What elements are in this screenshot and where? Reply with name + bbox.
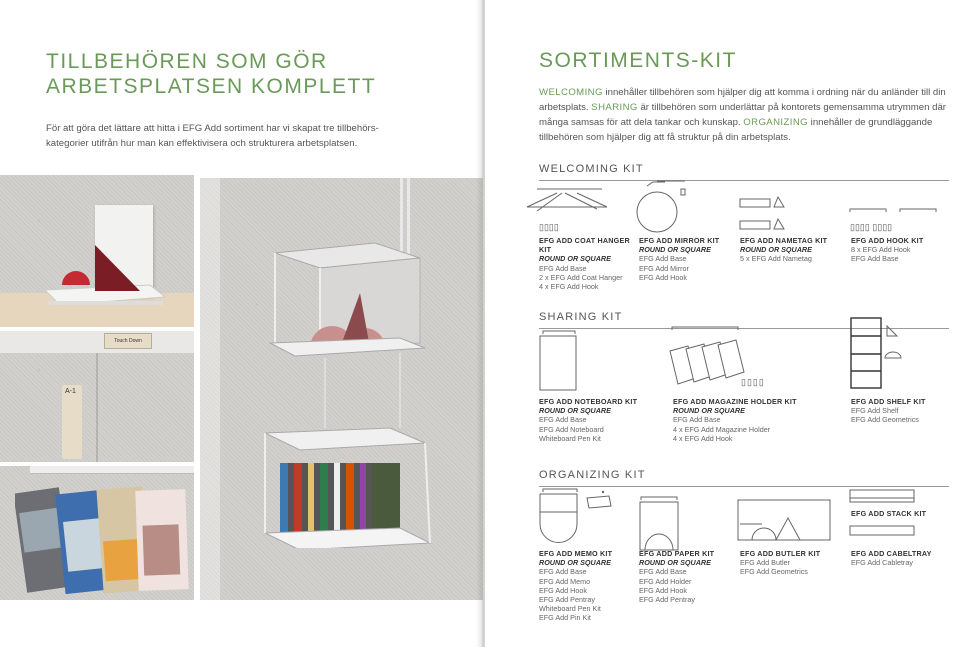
kit-item: Whiteboard Pen Kit — [539, 604, 601, 614]
kit-item: EFG Add Base — [673, 415, 721, 425]
paper-icon — [637, 496, 683, 552]
section-label-sharing: SHARING KIT — [539, 311, 623, 323]
svg-text:▯▯▯▯ ▯▯▯▯: ▯▯▯▯ ▯▯▯▯ — [850, 222, 893, 232]
kit-item: 8 x EFG Add Hook — [851, 245, 911, 255]
kit-nametag — [740, 236, 844, 264]
left-page-title — [46, 49, 446, 99]
shelf-icon — [847, 316, 907, 392]
kit-noteboard — [539, 397, 659, 443]
kit-item: EFG Add Pin Kit — [539, 613, 591, 623]
kit-item: EFG Add Base — [639, 567, 687, 577]
kit-item: EFG Add Base — [539, 567, 587, 577]
kit-item: 4 x EFG Add Hook — [673, 433, 733, 443]
kit-item: Whiteboard Pen Kit — [539, 433, 601, 443]
kit-cabletray — [851, 549, 955, 567]
kit-item: EFG Add Base — [851, 254, 899, 264]
kit-name: EFG ADD NAMETAG KIT — [740, 236, 828, 245]
kit-variant: ROUND OR SQUARE — [740, 245, 812, 255]
intro-sharing-text: är tillbehören som underlättar på kontorets gemensamma utrymmen där många samsas för att dela tankar och kunskap. — [539, 102, 946, 128]
intro-welcoming-text: innehåller tillbehören som hjälper dig att komma i ordning när du anländer till din arbetsplats. — [539, 87, 946, 113]
section-label-organizing: ORGANIZING KIT — [539, 469, 646, 481]
kit-item: EFG Add Geometrics — [851, 415, 919, 425]
kit-butler — [740, 549, 844, 577]
stack-icon — [848, 524, 918, 538]
kit-coat-hanger — [539, 236, 635, 291]
kit-item: EFG Add Holder — [639, 576, 692, 586]
panel-tag: A-1 — [62, 385, 82, 459]
cabletray-icon — [848, 488, 918, 508]
kit-item: EFG Add Butler — [740, 558, 790, 568]
kit-variant: ROUND OR SQUARE — [539, 254, 611, 264]
magazine-holder-icon — [668, 326, 748, 388]
mirror-icon — [635, 180, 695, 240]
photo-desk-screen — [0, 175, 194, 327]
coat-hanger-icon — [517, 185, 617, 233]
kit-item: EFG Add Pentray — [639, 595, 695, 605]
kit-paper — [639, 549, 735, 604]
kit-name: EFG ADD BUTLER KIT — [740, 549, 821, 558]
memo-icon — [537, 488, 617, 544]
kit-name: EFG ADD MIRROR KIT — [639, 236, 720, 245]
butler-icon — [736, 498, 832, 544]
section-rule-organizing — [539, 486, 949, 487]
noteboard-icon — [537, 330, 583, 392]
left-intro-text: För att göra det lättare att hitta i EFG Add sortiment har vi skapat tre tillbehörs-kategorier utifrån hur man kan effektivisera och strukturera arbetsplatsen. — [46, 123, 379, 149]
kw-sharing: SHARING — [591, 102, 638, 113]
right-intro-text — [539, 85, 949, 145]
kit-name: EFG ADD COAT HANGER KIT — [539, 236, 630, 255]
hooks-icon: ▯▯▯▯ — [741, 377, 765, 387]
kit-shelf — [851, 397, 955, 425]
kit-item: 4 x EFG Add Hook — [539, 282, 599, 292]
kw-organizing: ORGANIZING — [743, 117, 809, 128]
kit-memo — [539, 549, 637, 623]
wall-strip — [0, 331, 194, 353]
kit-magazine-holder — [673, 397, 813, 443]
svg-text:▯▯▯▯: ▯▯▯▯ — [539, 222, 559, 232]
kit-name: EFG ADD MAGAZINE HOLDER KIT — [673, 397, 797, 406]
kit-hook — [851, 236, 955, 264]
kit-item: EFG Add Hook — [539, 585, 587, 595]
title-line-1: TILLBEHÖREN SOM GÖR — [46, 50, 328, 73]
kit-item: EFG Add Geometrics — [740, 567, 808, 577]
kit-item: EFG Add Hook — [639, 272, 687, 282]
title-line-2: ARBETSPLATSEN KOMPLETT — [46, 75, 377, 98]
section-label-welcoming: WELCOMING KIT — [539, 163, 644, 175]
kit-name: EFG ADD CABELTRAY — [851, 549, 932, 558]
kit-item: 2 x EFG Add Coat Hanger — [539, 272, 623, 282]
intro-organizing-text: innehåller de grundläggande tillbehören som hjälper dig att få struktur på din arbetsplats. — [539, 117, 933, 143]
kit-name: EFG ADD PAPER KIT — [639, 549, 715, 558]
kit-item: 4 x EFG Add Magazine Holder — [673, 424, 771, 434]
kit-name: EFG ADD MEMO KIT — [539, 549, 613, 558]
photo-magazines — [0, 466, 194, 600]
kit-name: EFG ADD SHELF KIT — [851, 397, 926, 406]
kit-mirror — [639, 236, 735, 282]
kit-item: 5 x EFG Add Nametag — [740, 254, 812, 264]
kit-name: EFG ADD STACK KIT — [851, 509, 927, 518]
right-page-title: SORTIMENTS-KIT — [539, 49, 737, 72]
kit-item: EFG Add Noteboard — [539, 424, 604, 434]
kit-item: EFG Add Mirror — [639, 263, 689, 273]
kit-name: EFG ADD NOTEBOARD KIT — [539, 397, 638, 406]
kit-variant: ROUND OR SQUARE — [539, 406, 611, 416]
photo-shelf-unit — [200, 178, 483, 600]
photo-panel-corner — [0, 331, 194, 462]
section-rule-welcoming — [539, 180, 949, 181]
shelf-graphic — [250, 238, 440, 548]
kit-variant: ROUND OR SQUARE — [639, 558, 711, 568]
right-page — [485, 0, 959, 647]
kit-item: EFG Add Base — [639, 254, 687, 264]
kit-item: EFG Add Base — [539, 415, 587, 425]
desk-organizer-graphic — [40, 235, 170, 315]
kit-variant: ROUND OR SQUARE — [639, 245, 711, 255]
kit-name: EFG ADD HOOK KIT — [851, 236, 924, 245]
table-sign: Touch Down — [104, 333, 152, 349]
kit-item: EFG Add Pentray — [539, 595, 595, 605]
hook-kit-icon — [848, 208, 943, 234]
kit-stack — [851, 509, 955, 518]
kit-item: EFG Add Memo — [539, 576, 591, 586]
kit-variant: ROUND OR SQUARE — [673, 406, 745, 416]
kit-item: EFG Add Hook — [639, 585, 687, 595]
kit-item: EFG Add Shelf — [851, 406, 899, 416]
magazines-graphic — [15, 480, 190, 600]
nametag-icon — [738, 195, 798, 235]
kw-welcoming: WELCOMING — [539, 87, 603, 98]
kit-item: EFG Add Cabletray — [851, 558, 913, 568]
kit-item: EFG Add Base — [539, 263, 587, 273]
kit-variant: ROUND OR SQUARE — [539, 558, 611, 568]
